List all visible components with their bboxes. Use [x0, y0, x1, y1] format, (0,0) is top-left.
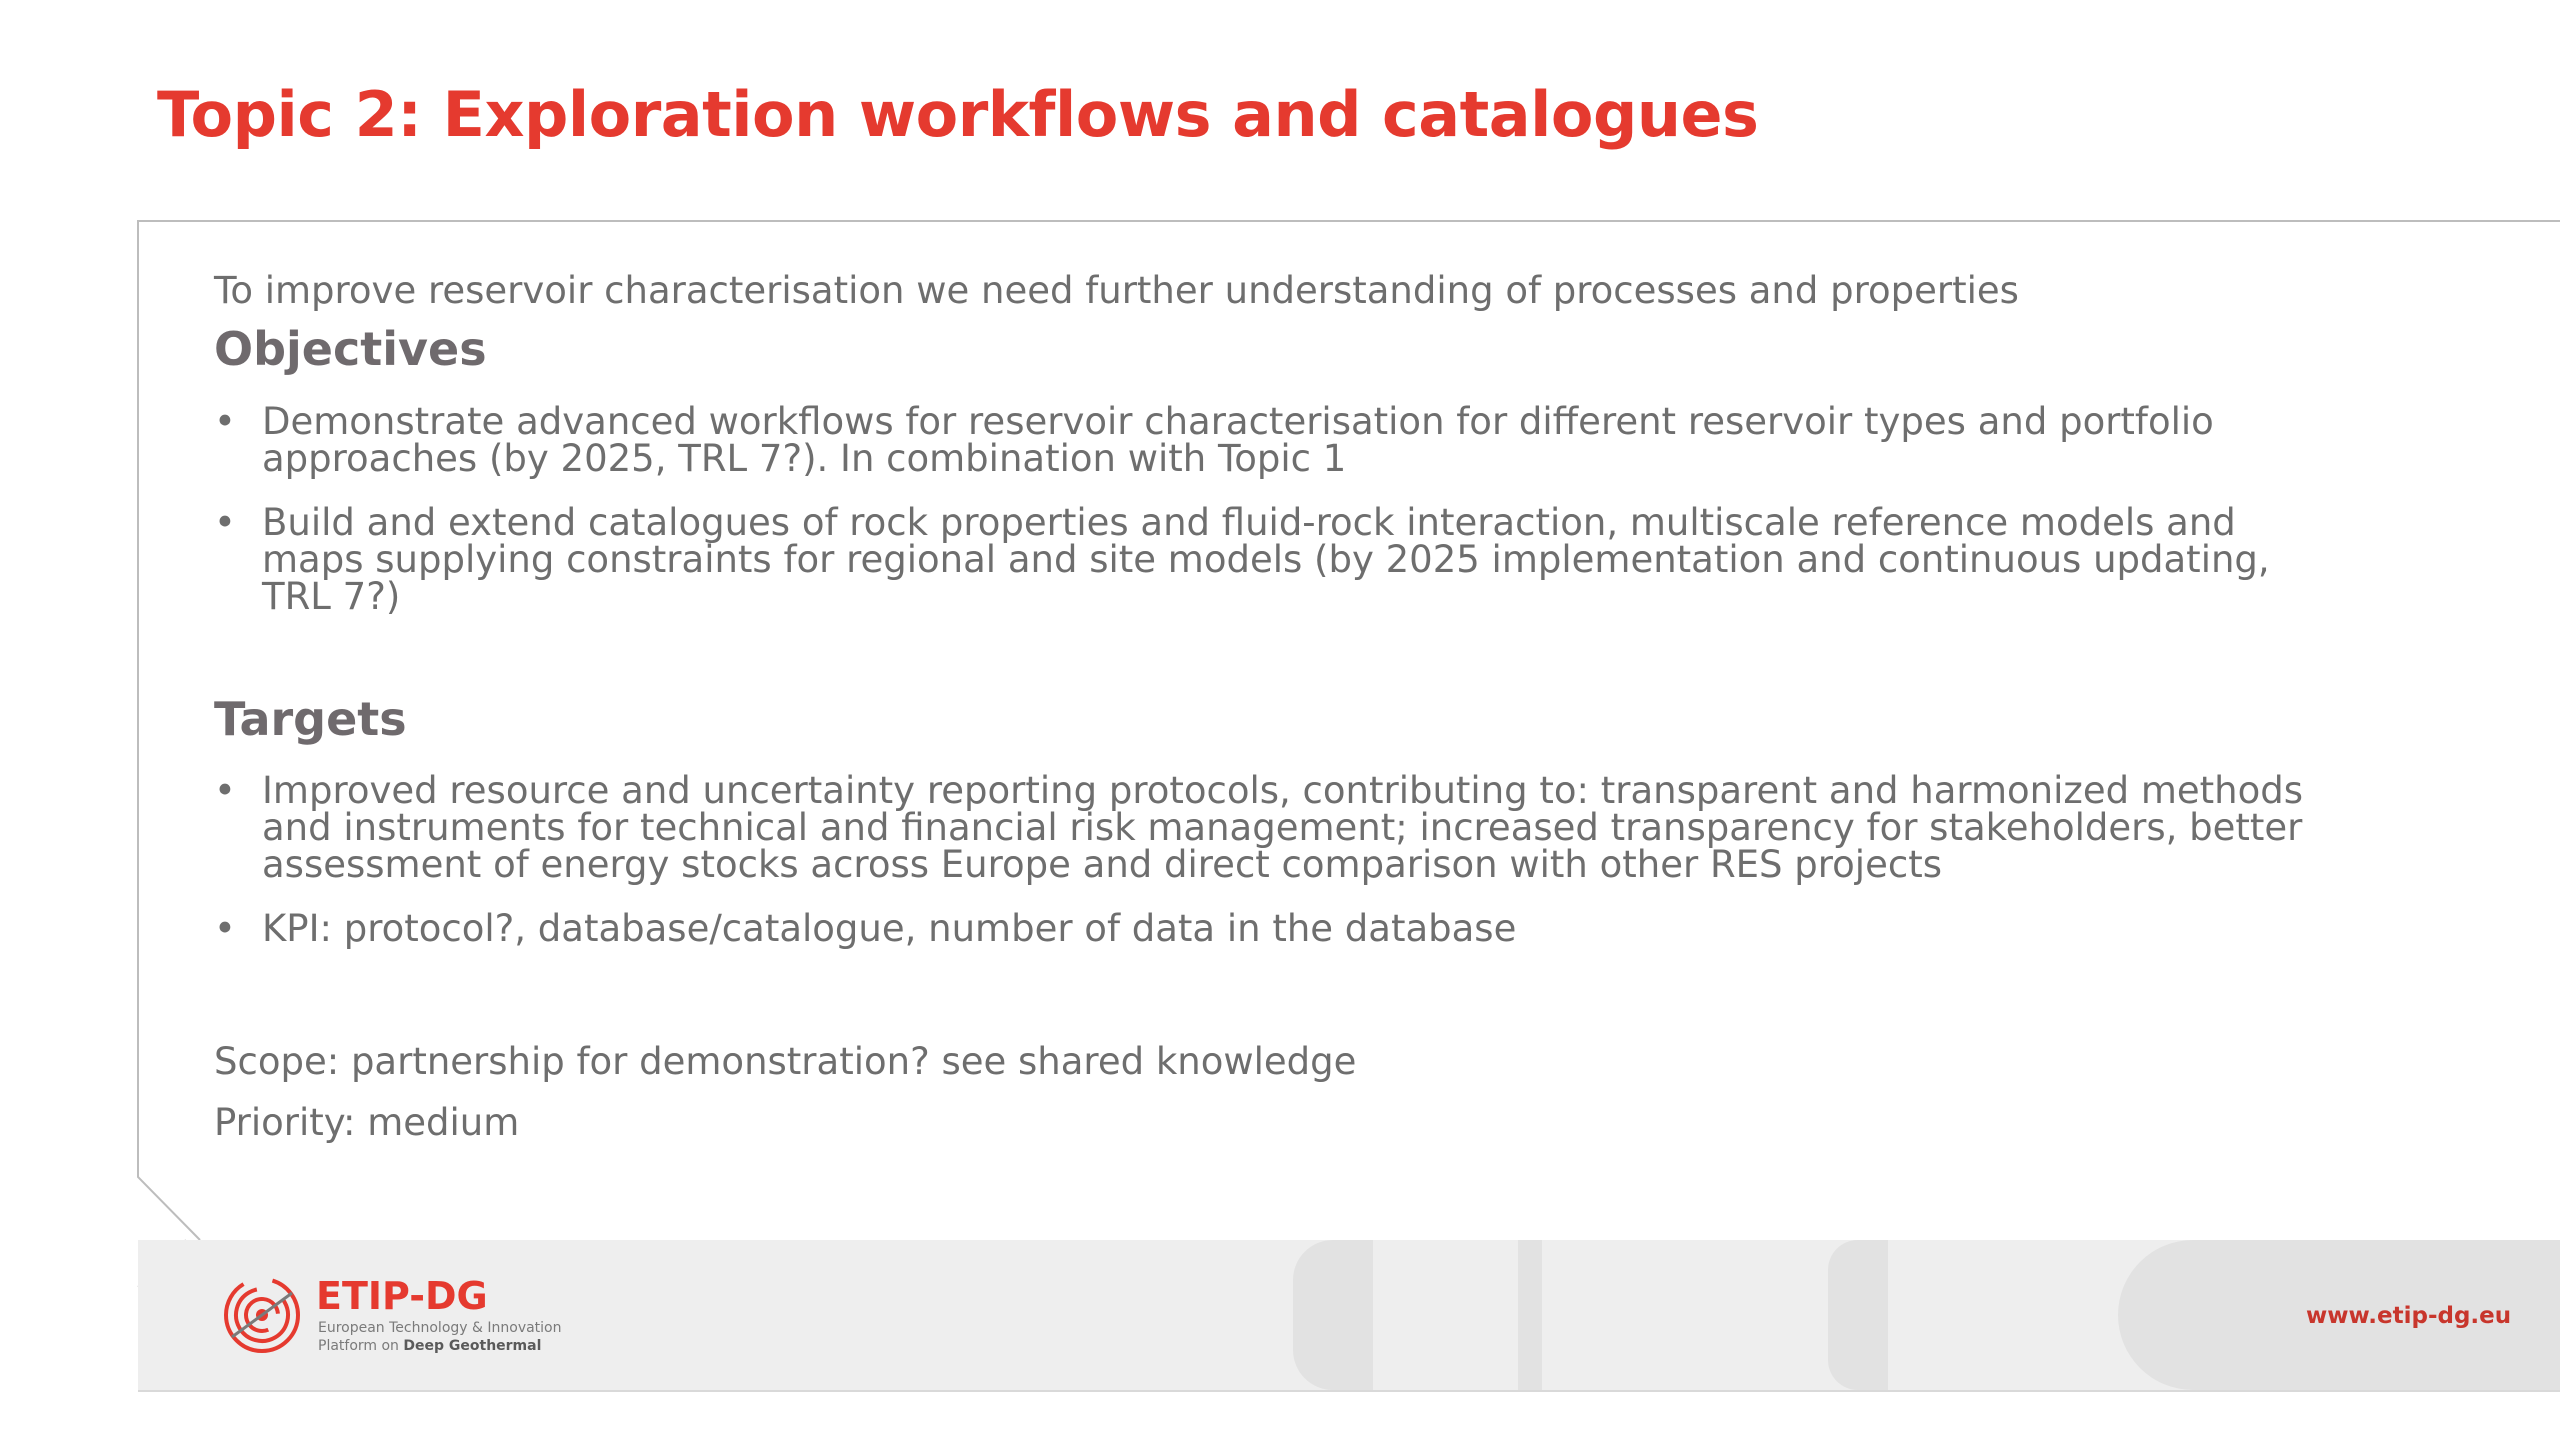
list-item — [214, 907, 2314, 951]
footer-bar — [138, 1240, 2560, 1390]
etip-dg-logo-icon — [220, 1273, 304, 1357]
footer-divider — [138, 1390, 2560, 1392]
logo-sub-line1: European Technology & Innovation — [318, 1320, 562, 1336]
intro-text: To improve reservoir characterisation we need further understanding of processes and properties — [214, 269, 2019, 312]
target-text: Improved resource and uncertainty reporting protocols, contributing to: transparent and harmonized methods and instruments for technical and financial risk management; increased transparency for stakeholders, better assessment of energy stocks across Europe and direct comparison with other RES projects — [262, 769, 2303, 887]
bullet-icon: • — [214, 769, 236, 813]
target-text: KPI: protocol?, database/catalogue, number of data in the database — [262, 907, 1517, 951]
objective-text: Build and extend catalogues of rock properties and fluid-rock interaction, multiscale reference models and maps supplying constraints for regional and site models (by 2025 implementation and continuous updating, TRL 7?) — [262, 500, 2270, 618]
logo-name: ETIP-DG — [316, 1274, 488, 1318]
bullet-icon: • — [214, 500, 236, 544]
list-item — [214, 769, 2314, 887]
targets-list — [214, 769, 2314, 951]
website-link[interactable]: www.etip-dg.eu — [2306, 1303, 2512, 1329]
logo-subtitle — [318, 1320, 562, 1355]
bullet-icon: • — [214, 399, 236, 443]
scope-text: Scope: partnership for demonstration? see shared knowledge — [214, 1040, 1357, 1084]
list-item — [214, 399, 2314, 480]
list-item — [214, 500, 2314, 618]
logo-sub-line2: Platform on Deep Geothermal — [318, 1337, 542, 1354]
bullet-icon: • — [214, 907, 236, 951]
priority-text: Priority: medium — [214, 1100, 520, 1144]
content-area — [214, 268, 2314, 1160]
objectives-list — [214, 399, 2314, 618]
objectives-heading: Objectives — [214, 322, 487, 377]
objective-text: Demonstrate advanced workflows for reservoir characterisation for different reservoir types and portfolio approaches (by 2025, TRL 7?). In combination with Topic 1 — [262, 399, 2214, 480]
slide-title: Topic 2: Exploration workflows and catalogues — [157, 78, 1759, 151]
targets-heading: Targets — [214, 691, 407, 746]
